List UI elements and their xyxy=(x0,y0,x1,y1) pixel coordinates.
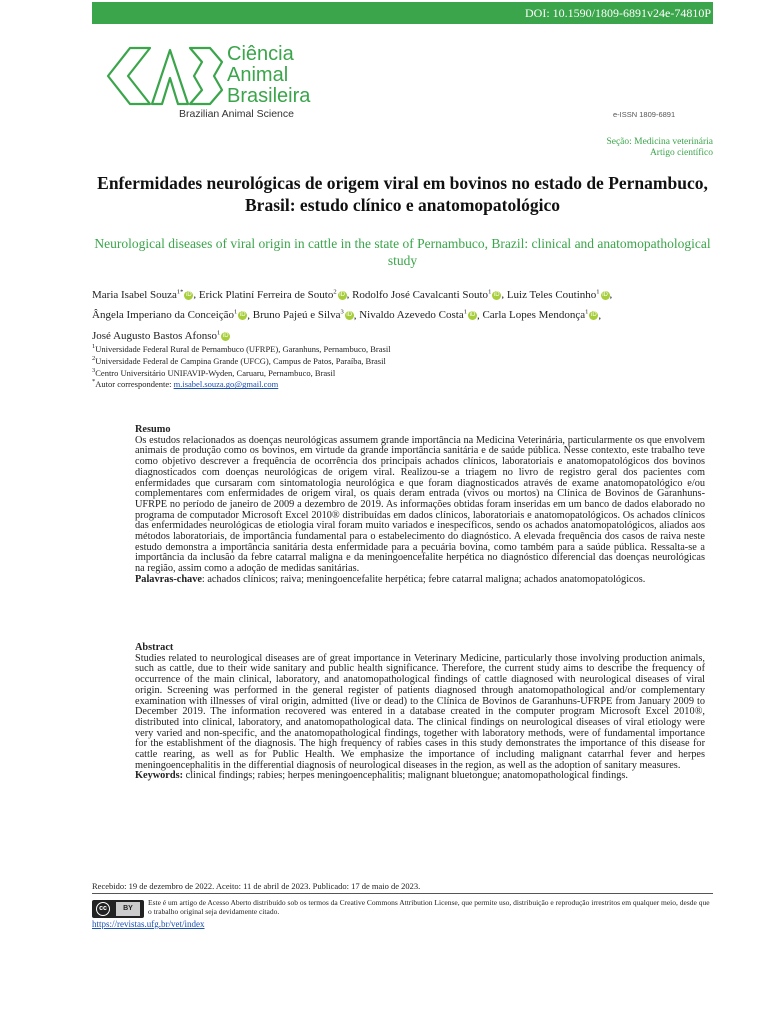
author-affiliation-mark: 1 xyxy=(234,308,238,316)
author-affiliation-mark: 1 xyxy=(488,288,492,295)
author-name: Erick Platiní Ferreira de Souto xyxy=(198,288,334,301)
cc-icon: cc xyxy=(96,902,110,916)
footer-divider xyxy=(92,893,713,894)
abstract-section xyxy=(135,643,705,782)
logo-subtitle: Brazilian Animal Science xyxy=(179,108,294,120)
author-affiliation-mark: 2 xyxy=(333,288,337,295)
author-name: Luiz Teles Coutinho xyxy=(506,288,597,301)
author xyxy=(352,289,501,301)
affiliation-3: $^3$Centro Universitário UNIFAVIP-Wyden, Caruaru, Pernambuco, Brasil xyxy=(92,366,336,378)
resumo-section xyxy=(135,425,705,586)
email-link[interactable]: m.isabel.souza.go@gmail.com xyxy=(173,379,279,390)
journal-url-link[interactable]: https://revistas.ufg.br/vet/index xyxy=(92,919,205,929)
palavras-chave: Palavras-chave: achados clínicos; raiva; meningoencefalite herpética; febre catarral maligna; achados anatomopatológicos. xyxy=(135,573,646,585)
author xyxy=(359,309,477,321)
author-affiliation-mark: 1 xyxy=(217,329,221,337)
by-icon: BY xyxy=(116,902,140,916)
keywords: Keywords: clinical findings; rabies; herpes meningoencephalitis; malignant bluetongue; anatomopathological findings. xyxy=(135,770,628,782)
orcid-icon[interactable]: iD xyxy=(493,291,500,298)
author-name: José Augusto Bastos Afonso xyxy=(92,329,217,342)
author xyxy=(507,289,610,301)
author-affiliation-mark: 1 xyxy=(596,288,600,295)
author-name: Ângela Imperiano da Conceição xyxy=(92,309,235,322)
author-name: Nivaldo Azevedo Costa xyxy=(359,309,464,322)
author-affiliation-mark: 1* xyxy=(176,288,184,295)
author xyxy=(482,309,598,321)
author-list: Maria Isabel Souza$^{1*}$ iD , Erick Platiní Ferreira de Souto$^2$ iD , Rodolfo José Cavalcanti Souto$^1$ iD , Luiz Teles Coutinho$^1$ iD , Ângela Imperiano da Conceição$^1$ iD , Bruno Pajeú e Silva$^3$ iD , Nivaldo Azevedo Costa$^1$ iD , Carla Lopes Mendonça$^1$ iD , José Augusto Bastos Afonso$^1$ iD xyxy=(92,288,613,342)
orcid-icon[interactable]: iD xyxy=(339,291,345,298)
cab-logo-icon xyxy=(106,44,226,108)
logo-line-2: Animal xyxy=(227,64,289,86)
author-name: Maria Isabel Souza xyxy=(92,288,177,301)
section-info xyxy=(606,137,713,159)
abstract-heading: Abstract xyxy=(135,642,174,653)
logo-line-1: Ciência xyxy=(227,43,294,65)
affiliation-2: $^2$Universidade Federal de Campina Grande (UFCG), Campus de Patos, Paraíba, Brasil xyxy=(92,354,386,366)
resumo-text: Os estudos relacionados as doenças neurológicas assumem grande importância na Medicina Veterinária, particularmente os que envolvem animais de produção como os bovinos, em virtude da grande importância sanitária e de saúde pública. Nesse contexto, este trabalho teve como objetivo descrever a frequência de ocorrência dos principais achados clínicos, laboratoriais e anatomopatológicos dos bovinos diagnosticados com doenças neurológicas de origem viral. Realizou-se a triagem no livro de registro geral dos pacientes com enfermidades que cursaram com sintomatologia neurológica e que foram diagnosticados através de exame anatomopatológico e/ou complementares com enfermidades de origem viral, os quais deram entrada (vivos ou mortos) na Clínica de Bovinos de Garanhuns-UFRPE no período de janeiro de 2009 a dezembro de 2019. As informações obtidas foram inseridas em um banco de dados elaborado no programa de computador Microsoft Excel 2010® distribuídas em dados clínicos, laboratoriais e anatomopatológicos. Os achados clínicos das enfermidades neurológicas de etiologia viral foram muito variados e inespecíficos, sendo os achados anatomopatológicos, aliados aos métodos laboratoriais, de importância fundamental para o estabelecimento do diagnóstico. A elevada frequência dos casos de raiva neste estudo demonstra a importância sanitária desta enfermidade para a pecuária bovina, como também para a saúde pública. Ressalta-se a importância da inclusão da febre catarral maligna e da meningoencefalite herpética no diagnóstico diferencial das doenças neurológicas na região, assim como a adoção de medidas sanitárias. xyxy=(135,434,705,575)
creative-commons-badge[interactable] xyxy=(92,900,144,918)
resumo-heading: Resumo xyxy=(135,424,171,435)
orcid-icon[interactable]: iD xyxy=(346,312,353,319)
author-name: Bruno Pajeú e Silva xyxy=(252,309,341,322)
author xyxy=(199,289,347,301)
license-text: Este é um artigo de Acesso Aberto distribuído sob os termos da Creative Commons Attribution License, que permite uso, distribuição e reprodução irrestritos em qualquer meio, desde que o trabalho original seja devidamente citado. xyxy=(148,898,710,916)
orcid-icon[interactable]: iD xyxy=(591,312,597,319)
abstract-text: Studies related to neurological diseases are of great importance in Veterinary Medicine, particularly those involving production animals, such as cattle, due to their wide sanitary and public health significance. Therefore, the current study aims to describe the frequency of occurrence of the main clinical, laboratory, and anatomopathological findings of cattle diagnosed with neurological diseases of viral origin. Screening was performed in the general register of patients diagnosed through anatomopathological and/or complementary examination with illnesses of viral origin, admitted (live or dead) to the Clínica de Bovinos de Garanhuns-UFRPE from January 2009 to December 2019. The information recovered was entered in a database created in the computer program Microsoft Excel 2010®, distributed into clinical, laboratory, and anatomopathological data. The clinical findings on neurological diseases of viral etiology were very varied and non-specific, and the anatomopathological findings, together with laboratory methods, were of fundamental importance for the establishment of the diagnosis. The high frequency of rabies cases in this study demonstrates the importance of this disease for cattle rearing, as well as for Public Health. We emphasize the importance of including malignant catarrhal fever and herpes meningoencephalitis in the differential diagnosis of neurological diseases in the region, as well as the adoption of sanitary measures. xyxy=(135,652,705,771)
eissn: e-ISSN 1809-6891 xyxy=(613,110,676,119)
author-name: Carla Lopes Mendonça xyxy=(482,309,586,322)
affiliation-1: $^1$Universidade Federal Rural de Pernambuco (UFRPE), Garanhuns, Pernambuco, Brasil xyxy=(92,343,391,354)
publication-dates: Recebido: 19 de dezembro de 2022. Aceito: 11 de abril de 2023. Publicado: 17 de maio de 2023. xyxy=(92,881,421,891)
author xyxy=(253,309,354,321)
author xyxy=(92,309,247,321)
journal-logo xyxy=(106,44,316,120)
orcid-icon[interactable]: iD xyxy=(469,312,476,319)
doi-bar xyxy=(92,2,713,24)
section-label: Seção: Medicina veterinária xyxy=(606,137,713,147)
affiliations xyxy=(92,342,391,389)
article-title: Enfermidades neurológicas de origem viral em bovinos no estado de Pernambuco, Brasil: estudo clínico e anatomopatológico xyxy=(97,173,708,215)
article-title-english: Neurological diseases of viral origin in cattle in the state of Pernambuco, Brazil: clinical and anatomopathological study xyxy=(94,236,711,268)
author-affiliation-mark: 1 xyxy=(585,308,589,316)
author xyxy=(92,330,230,342)
author-affiliation-mark: 1 xyxy=(463,308,467,316)
corresponding-author: *Autor correspondente: m.isabel.souza.go@gmail.com xyxy=(92,378,279,390)
orcid-icon[interactable]: iD xyxy=(186,291,192,298)
doi: DOI: 10.1590/1809-6891v24e-74810P xyxy=(525,6,711,20)
orcid-icon[interactable]: iD xyxy=(602,291,608,298)
orcid-icon[interactable]: iD xyxy=(222,332,229,339)
author-affiliation-mark: 3 xyxy=(340,308,344,316)
article-type: Artigo científico xyxy=(649,148,713,158)
journal-url xyxy=(92,919,204,929)
author xyxy=(92,289,193,301)
orcid-icon[interactable]: iD xyxy=(239,312,246,319)
author-name: Rodolfo José Cavalcanti Souto xyxy=(352,288,489,301)
logo-line-3: Brasileira xyxy=(227,85,311,107)
